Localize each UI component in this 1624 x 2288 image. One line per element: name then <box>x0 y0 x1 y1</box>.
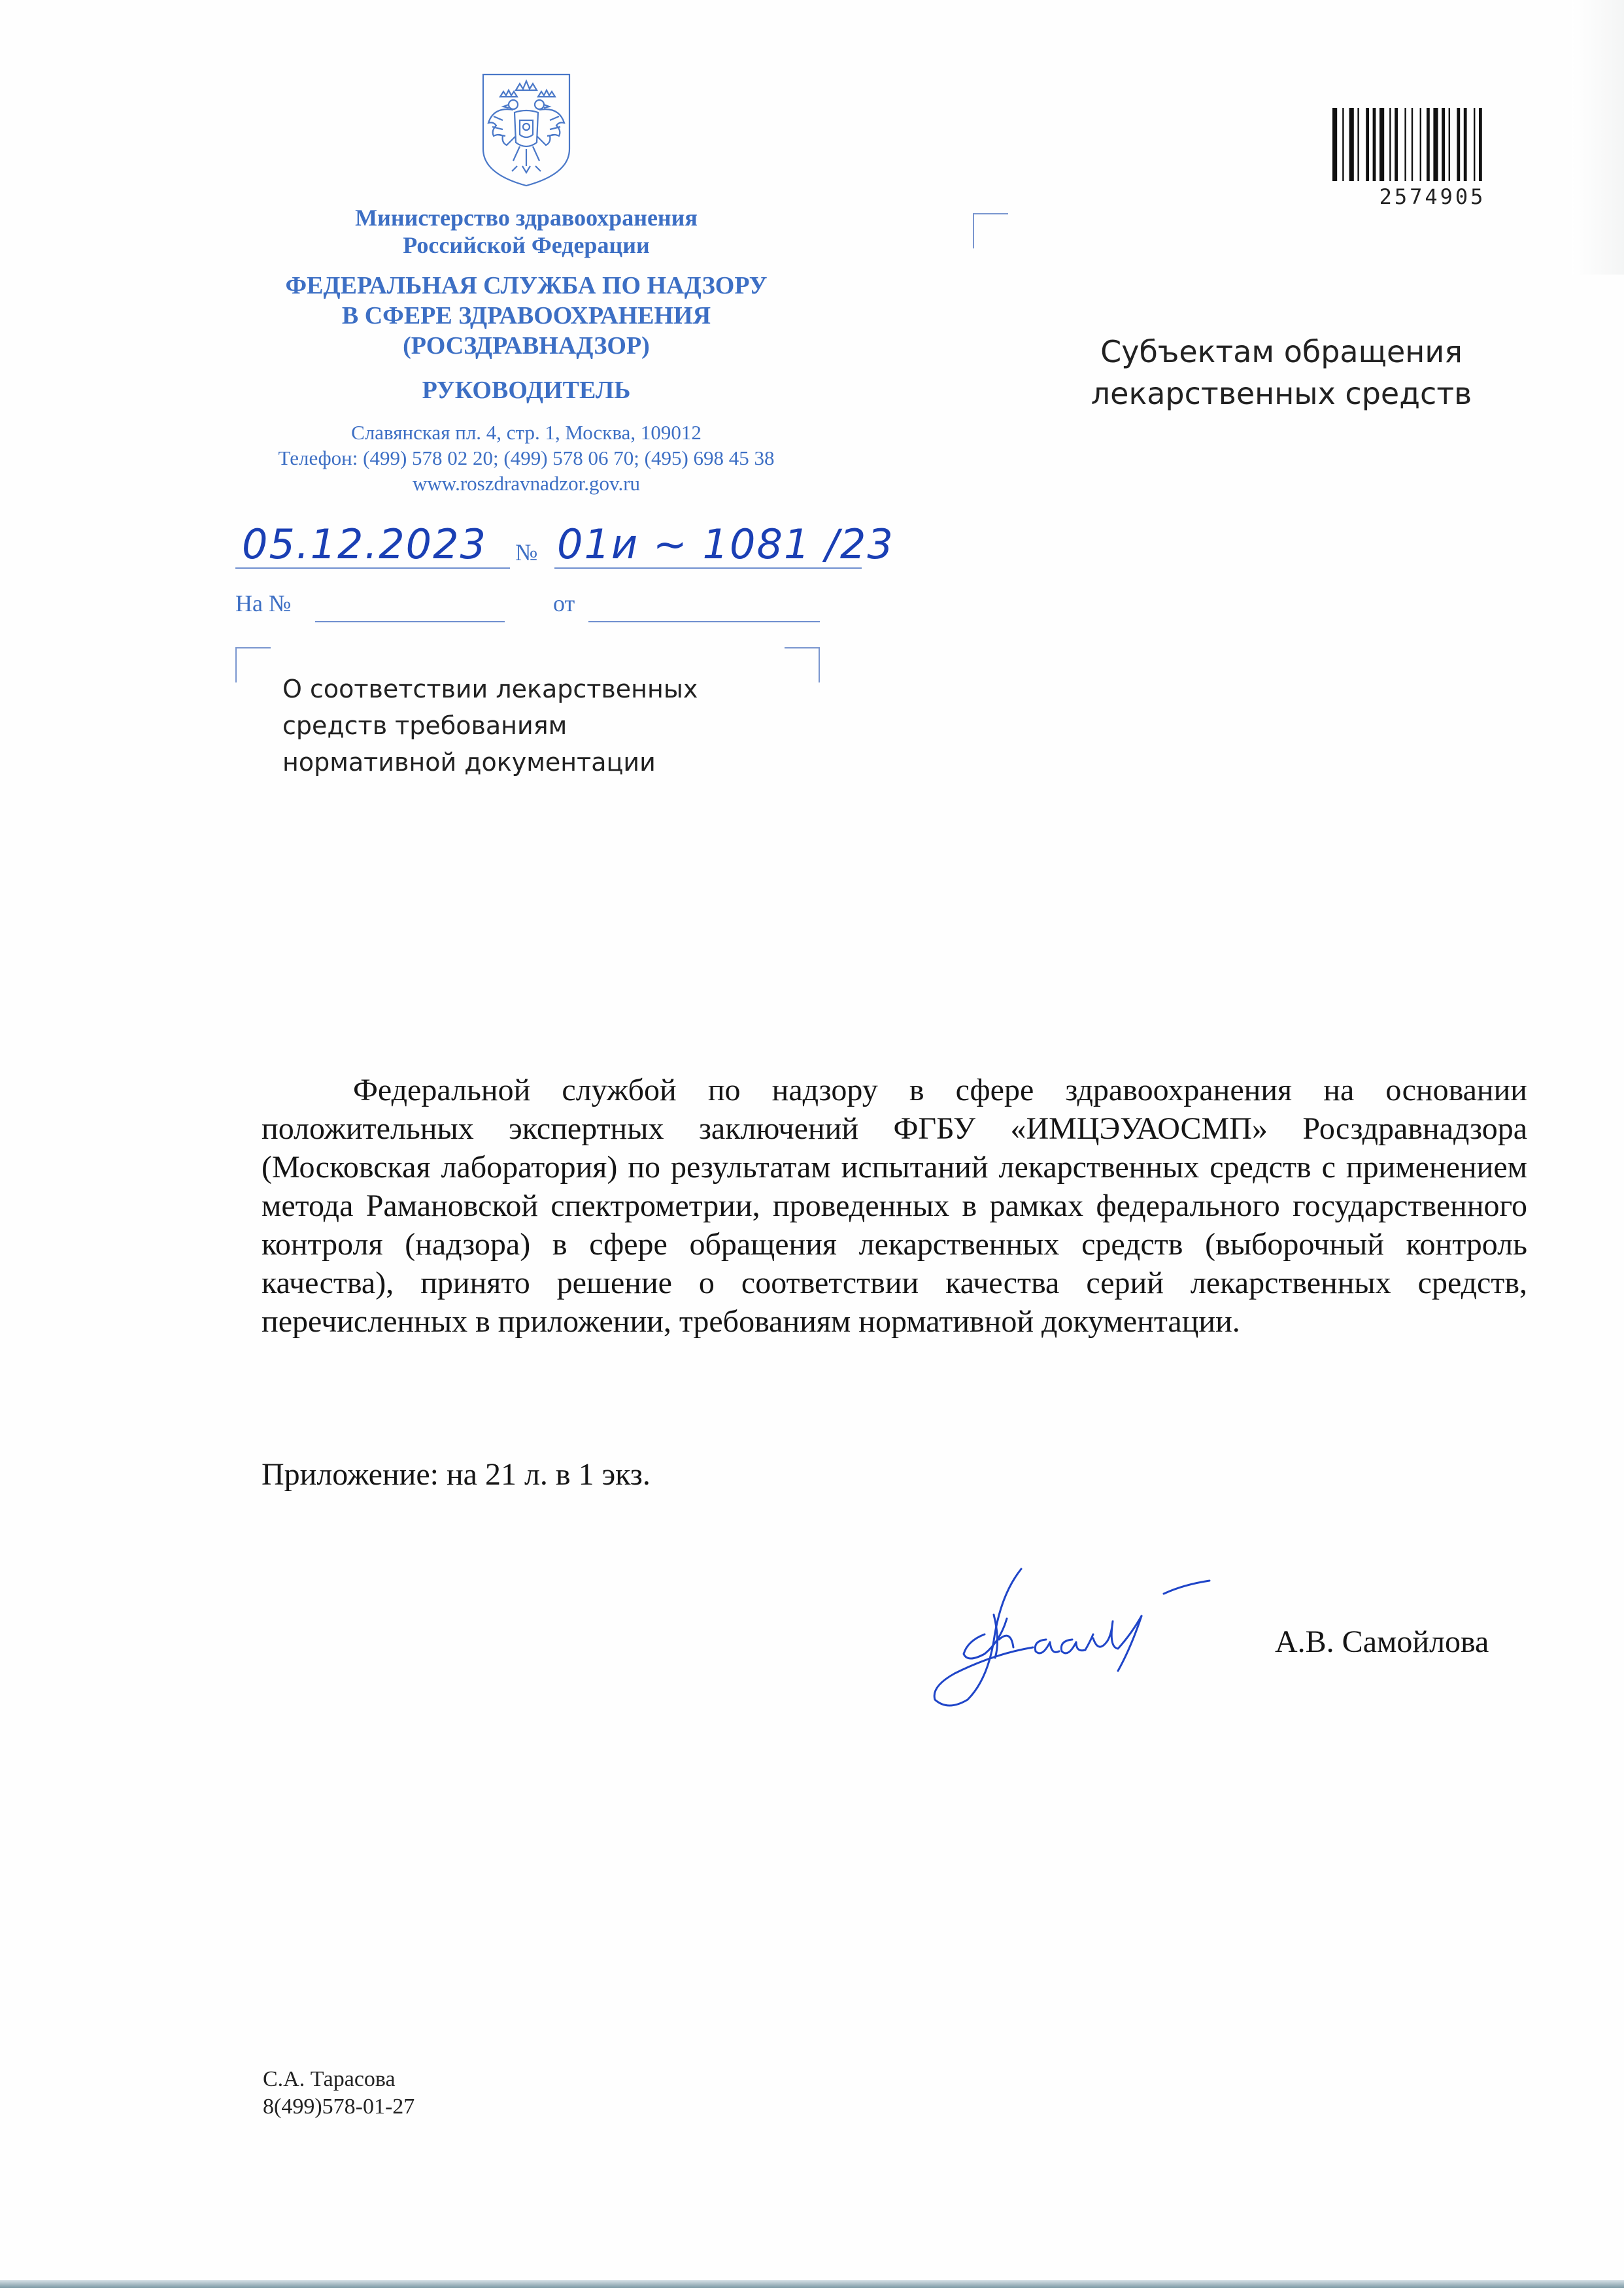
addressee <box>1046 331 1517 414</box>
contact-block <box>222 420 830 496</box>
attachment-note: Приложение: на 21 л. в 1 экз. <box>262 1457 651 1492</box>
executor-contact <box>263 2066 414 2121</box>
barcode-bar <box>1427 108 1430 181</box>
subject-corner-right <box>785 647 820 682</box>
barcode-bar <box>1412 108 1413 181</box>
barcode-bar <box>1389 108 1391 181</box>
addressee-corner <box>973 213 1008 248</box>
registration-line <box>235 520 902 582</box>
barcode-bar <box>1373 108 1376 181</box>
barcode-bar <box>1395 108 1398 181</box>
barcode-bar <box>1349 108 1354 181</box>
barcode-bar <box>1342 108 1344 181</box>
reference-line <box>235 590 824 629</box>
barcode-bar <box>1457 108 1460 181</box>
scan-edge-right <box>1572 0 1624 275</box>
barcode-bar <box>1404 108 1406 181</box>
executor-name: С.А. Тарасова <box>263 2067 396 2091</box>
subject-corner-left <box>235 647 271 682</box>
handwritten-signature <box>922 1543 1294 1719</box>
barcode-bar <box>1433 108 1438 181</box>
head-title: РУКОВОДИТЕЛЬ <box>422 377 631 404</box>
ref-number-label: На № <box>235 590 292 616</box>
barcode-bar <box>1464 108 1467 181</box>
letter-body: Федеральной службой по надзору в сфере здравоохранения на основании положительных экспертных заключений ФГБУ «ИМЦЭУАОСМП» Росздравнадзора (Московская лаборатория) по результатам испытаний лекарственных средств с применением метода Рамановской спектрометрии, проведенных в рамках федерального государственного контроля (надзора) в сфере обращения лекарственных средств (выборочный контроль качества), принято решение о соответствии качества серий лекарственных средств, перечисленных в приложении, требованиям нормативной документации. <box>262 1073 1527 1339</box>
executor-phone: 8(499)578-01-27 <box>263 2095 415 2119</box>
number-handwritten: 01и ~ 1081 /23 <box>557 520 894 568</box>
barcode-bar <box>1332 108 1337 181</box>
date-handwritten: 05.12.2023 <box>242 520 487 568</box>
ministry-line: Министерство здравоохранения <box>355 205 698 231</box>
barcode-bar <box>1357 108 1359 181</box>
ministry-name <box>222 204 830 259</box>
address: Славянская пл. 4, стр. 1, Москва, 109012 <box>351 421 702 444</box>
website: www.roszdravnadzor.gov.ru <box>412 472 641 495</box>
barcode-bar <box>1420 108 1421 181</box>
barcode-bar <box>1366 108 1369 181</box>
number-label: № <box>515 539 538 565</box>
letter-subject <box>282 671 740 781</box>
service-line: В СФЕРЕ ЗДРАВООХРАНЕНИЯ <box>341 302 711 329</box>
barcode-bar <box>1442 108 1445 181</box>
barcode-number: 2574905 <box>1379 184 1486 209</box>
subject-line: О соответствии лекарственных <box>282 675 698 703</box>
phone: Телефон: (499) 578 02 20; (499) 578 06 70; (495) 698 45 38 <box>278 446 775 469</box>
signer-name: А.В. Самойлова <box>1275 1624 1489 1659</box>
subject-line: нормативной документации <box>282 748 656 777</box>
barcode-bar <box>1449 108 1450 181</box>
service-name <box>222 271 830 361</box>
subject-line: средств требованиям <box>282 711 567 740</box>
ministry-line: Российской Федерации <box>403 232 650 258</box>
ref-date-underline <box>588 621 820 622</box>
addressee-line: Субъектам обращения <box>1100 334 1463 369</box>
barcode-bar <box>1379 108 1384 181</box>
ref-number-underline <box>315 621 505 622</box>
service-line: (РОСЗДРАВНАДЗОР) <box>403 332 650 360</box>
barcode-bar <box>1479 108 1482 181</box>
letterhead <box>222 204 830 496</box>
ref-date-label: от <box>553 590 575 616</box>
barcode-bar <box>1474 108 1475 181</box>
service-line: ФЕДЕРАЛЬНАЯ СЛУЖБА ПО НАДЗОРУ <box>285 272 768 299</box>
coat-of-arms-icon <box>474 71 579 188</box>
addressee-line: лекарственных средств <box>1091 376 1472 411</box>
scan-edge-bottom <box>0 2280 1624 2288</box>
